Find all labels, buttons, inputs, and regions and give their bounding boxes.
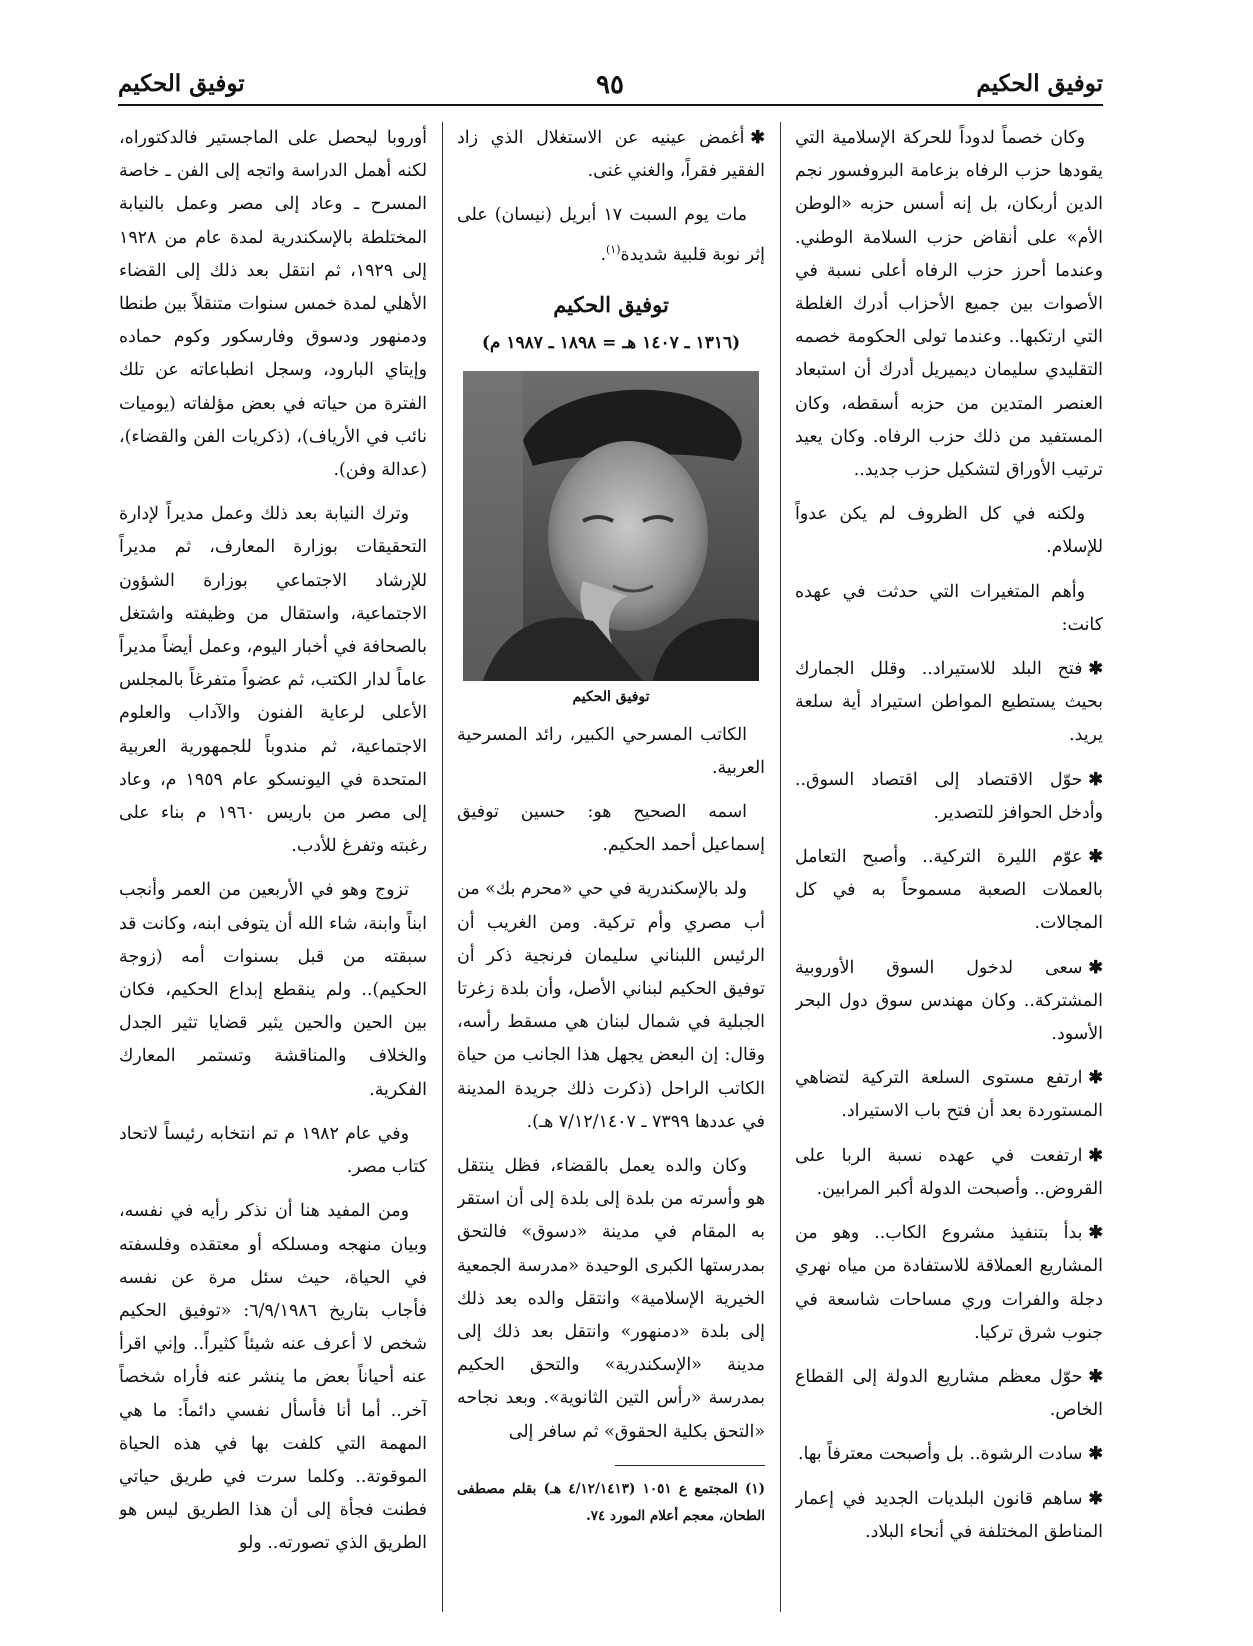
bullet-text: أغمض عينيه عن الاستغلال الذي زاد الفقير فقراً، والغني غنى. [457,128,765,182]
bullet-item [795,1438,1103,1471]
photo-caption: توفيق الحكيم [572,688,650,705]
paragraph: وكان والده يعمل بالقضاء، فظل ينتقل هو وأسرته من بلدة إلى بلدة إلى أن استقر به المقام في مدينة «دسوق» فالتحق بمدرستها الكبرى الوحيدة «مدرسة الجمعية الخيرية الإسلامية» وانتقل والده بعد ذلك إلى بلدة «دمنهور» وانتقل بعد ذلك إلى مدينة «الإسكندرية» والتحق الحكيم بمدرسة «رأس التين الثانوية». وبعد نجاحه «التحق بكلية الحقوق» ثم سافر إلى [457,1156,765,1442]
bullet-item [795,841,1103,941]
star-bullet-icon: ✱ [1088,1068,1103,1089]
bullet-text: حوّل معظم مشاريع الدولة إلى القطاع الخاص. [795,1366,1103,1421]
paragraph: وأهم المتغيرات التي حدثت في عهده كانت: [795,581,1103,635]
star-bullet-icon: ✱ [1088,1444,1103,1465]
bullet-item [795,1483,1103,1549]
bullet-item [795,1217,1103,1350]
column-middle [457,122,765,1622]
footnote-ref: (١) [605,242,621,256]
running-header-left: توفيق الحكيم [118,70,245,97]
bullet-item [795,1361,1103,1427]
star-bullet-icon: ✱ [750,128,765,148]
column-divider [442,122,443,1612]
star-bullet-icon: ✱ [1088,1366,1103,1387]
bullet-text: ارتفع مستوى السلعة التركية لتضاهي المستوردة بعد أن فتح باب الاستيراد. [795,1068,1103,1122]
star-bullet-icon: ✱ [1088,957,1103,978]
bullet-text: عوّم الليرة التركية.. وأصبح التعامل بالعملات الصعبة مسموحاً به في كل المجالات. [795,847,1103,934]
section-dates: (١٣١٦ ـ ١٤٠٧ هـ = ١٨٩٨ ـ ١٩٨٧ م) [481,332,741,353]
column-divider [780,122,781,1612]
section-title: توفيق الحكيم [553,291,669,317]
star-bullet-icon: ✱ [1088,659,1103,680]
paragraph: تزوج وهو في الأربعين من العمر وأنجب ابناً وابنة، شاء الله أن يتوفى ابنه، وكانت قد سبقته من قبل بسنوات أمه (زوجة الحكيم).. ولم ينقطع إبداع الحكيم، فكان بين الحين والحين يثير قضايا تثير الجدل والخلاف والمناقشة وتستمر المعارك الفكرية. [119,880,427,1100]
bullet-item [795,653,1103,753]
footnote: (١) المجتمع ع ١٠٥١ (٤/١٢/١٤١٣ هـ) بقلم مصطفى الطحان، معجم أعلام المورد ٧٤. [457,1480,765,1524]
bullet-text: حوّل الاقتصاد إلى اقتصاد السوق.. وأدخل الحوافز للتصدير. [795,769,1103,823]
header-rule [118,104,1103,106]
bullet-item [795,764,1103,830]
paragraph: وفي عام ١٩٨٢ م تم انتخابه رئيساً لاتحاد كتاب مصر. [119,1123,427,1178]
bullet-item [795,1140,1103,1206]
page-number: ٩٥ [596,70,624,100]
death-text: مات يوم السبت ١٧ أبريل (نيسان) على إثر نوبة قلبية شديدة [457,205,765,265]
paragraph: ولكنه في كل الظروف لم يكن عدواً للإسلام. [795,504,1103,558]
star-bullet-icon: ✱ [1088,1223,1103,1244]
bullet-text: سعى لدخول السوق الأوروبية المشتركة.. وكان مهندس سوق دول البحر الأسود. [795,957,1103,1045]
portrait-image [463,371,759,681]
footnote-rule [615,1465,765,1466]
star-bullet-icon: ✱ [1088,1488,1103,1509]
paragraph: وكان خصماً لدوداً للحركة الإسلامية التي يقودها حزب الرفاه بزعامة البروفسور نجم الدين أربكان، بل إنه أسس حزبه «الوطن الأم» على أنقاض حزب السلامة الوطني. وعندما أحرز حزب الرفاه أعلى نسبة في الأصوات بين جميع الأحزاب أدرك الغلطة التي ارتكبها.. وعندما تولى الحكومة خصمه التقليدي سليمان ديميريل أدرك أن استبعاد العنصر المتدين من حزبه أسقطه، وكان المستفيد من ذلك حزب الرفاه. وكان يعيد ترتيب الأوراق لتشكيل حزب جديد.. [795,128,1103,481]
death-end: . [600,244,606,265]
column-right [795,122,1103,1622]
paragraph: اسمه الصحيح هو: حسين توفيق إسماعيل أحمد الحكيم. [457,802,765,856]
star-bullet-icon: ✱ [1088,769,1103,790]
bullet-text: فتح البلد للاستيراد.. وقلل الجمارك بحيث يستطيع المواطن استيراد أية سلعة يريد. [795,659,1103,746]
bullet-item [795,952,1103,1052]
bullet-item [457,122,765,188]
paragraph: ولد بالإسكندرية في حي «محرم بك» من أب مصري وأم تركية. ومن الغريب أن الرئيس اللبناني سليمان فرنجية ذكر أن توفيق الحكيم لبناني الأصل، وأن بلدة زغرتا الجبلية في شمال لبنان هي مسقط رأسه، وقال: إن البعض يجهل هذا الجانب من حياة الكاتب الراحل (ذكرت ذلك جريدة المدينة في عددها ٧٣٩٩ ـ ٧/١٢/١٤٠٧ هـ). [457,879,765,1132]
paragraph: ومن المفيد هنا أن نذكر رأيه في نفسه، وبيان منهجه ومسلكه أو معتقده وفلسفته في الحياة، حيث سئل مرة عن نفسه فأجاب بتاريخ ٦/٩/١٩٨٦: «توفيق الحكيم شخص لا أعرف عنه شيئاً كثيراً.. وإني اقرأ عنه أحياناً بعض ما ينشر عنه فأراه شخصاً آخر.. أما أنا فأسأل نفسي دائماً: ما هي المهمة التي كلفت بها في هذه الحياة الموقوتة.. وكلما سرت في طريق حياتي فطنت فجأة إلى أن هذا الطريق ليس هو الطريق الذي تصورته.. ولو [119,1201,427,1554]
star-bullet-icon: ✱ [1088,1145,1103,1166]
bullet-text: ارتفعت في عهده نسبة الربا على القروض.. وأصبحت الدولة أكبر المرابين. [795,1145,1103,1199]
paragraph: أوروبا ليحصل على الماجستير فالدكتوراه، لكنه أهمل الدراسة واتجه إلى الفن ـ خاصة المسرح ـ وعاد إلى مصر وعمل بالنيابة المختلطة بالإسكندرية لمدة عام من ١٩٢٨ إلى ١٩٢٩، ثم انتقل بعد ذلك إلى القضاء الأهلي لمدة خمس سنوات متنقلاً بين طنطا ودمنهور ودسوق وفارسكور وكوم حماده وإيتاي البارود، وسجل انطباعاته عن تلك الفترة من حياته في بعض مؤلفاته (يوميات نائب في الأرياف)، (ذكريات الفن والقضاء)، (عدالة وفن). [119,128,427,481]
paragraph: وترك النيابة بعد ذلك وعمل مديراً لإدارة التحقيقات بوزارة المعارف، ثم مديراً للإرشاد الاجتماعي بوزارة الشؤون الاجتماعية، واستقال من وظيفته واشتغل بالصحافة في أخبار اليوم، وعمل أيضاً مديراً عاماً لدار الكتب، ثم عضواً متفرغاً بالمجلس الأعلى لرعاية الفنون والآداب والعلوم الاجتماعية، ثم مندوباً للجمهورية العربية المتحدة في اليونسكو عام ١٩٥٩ م، وعاد إلى مصر من باريس ١٩٦٠ م بناء على رغبته وتفرغ للأدب. [119,504,427,857]
running-header-right: توفيق الحكيم [976,70,1103,97]
star-bullet-icon: ✱ [1088,847,1103,868]
column-left [119,122,427,1622]
bullet-item [795,1062,1103,1128]
death-paragraph [457,199,765,271]
bullet-text: بدأ بتنفيذ مشروع الكاب.. وهو من المشاريع العملاقة للاستفادة من مياه نهري دجلة والفرات وري مساحات شاسعة في جنوب شرق تركيا. [795,1223,1103,1343]
portrait-photo [463,371,759,681]
bullet-text: ساهم قانون البلديات الجديد في إعمار المناطق المختلفة في أنحاء البلاد. [795,1488,1103,1542]
paragraph: الكاتب المسرحي الكبير، رائد المسرحية العربية. [457,724,765,778]
bullet-text: سادت الرشوة.. بل وأصبحت معترفاً بها. [797,1444,1083,1465]
